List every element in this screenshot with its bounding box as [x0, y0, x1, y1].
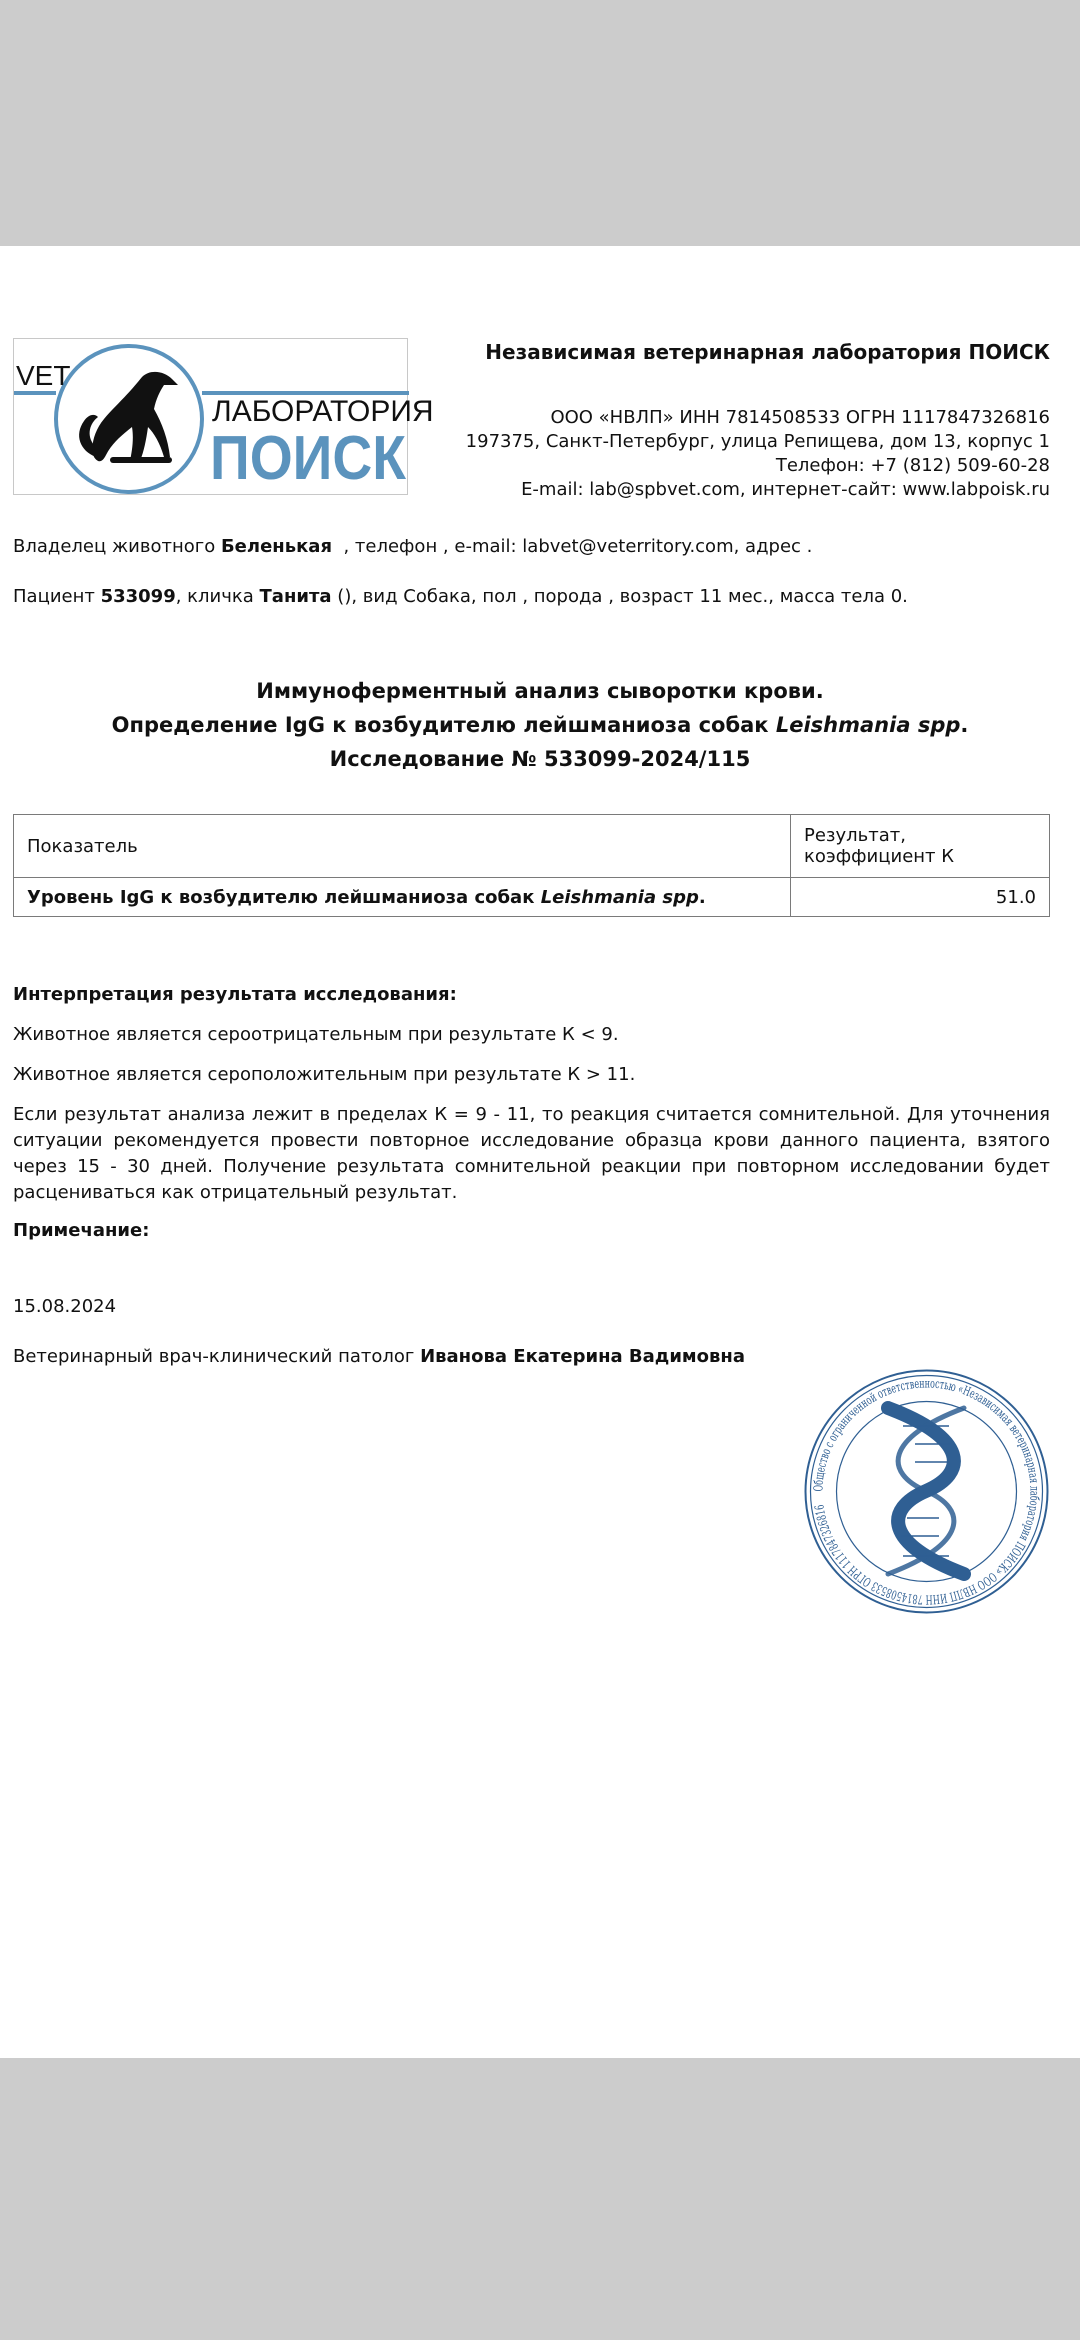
- logo-graphic: [14, 339, 434, 496]
- header-indicator: Показатель: [14, 815, 791, 878]
- title-line-3: Исследование № 533099-2024/115: [329, 747, 751, 771]
- stamp-text: Общество с ограниченной ответственностью «Независимая ветеринарная лаборатория ПОИСК» ООО НВЛП ИНН 7814508533 ОГРН 1117847326816: [810, 1375, 1043, 1608]
- interpretation-positive: Животное является сероположительным при результате К > 11.: [13, 1064, 636, 1085]
- dna-helix-icon: [888, 1408, 964, 1574]
- lab-address: 197375, Санкт-Петербург, улица Репищева, дом 13, корпус 1: [465, 431, 1050, 452]
- row-indicator: Уровень IgG к возбудителю лейшманиоза собак Leishmania spp.: [14, 878, 791, 917]
- report-date: 15.08.2024: [13, 1296, 117, 1317]
- report-title: [0, 674, 1080, 776]
- lab-contacts: E-mail: lab@spbvet.com, интернет-сайт: www.labpoisk.ru: [521, 479, 1050, 500]
- patient-name-label: , кличка: [175, 586, 260, 607]
- table-header-row: [14, 815, 1050, 878]
- patient-label: Пациент: [13, 586, 101, 607]
- lab-legal: ООО «НВЛП» ИНН 7814508533 ОГРН 1117847326816: [550, 407, 1050, 428]
- owner-name: Беленькая: [220, 536, 333, 557]
- interpretation-negative: Животное является сероотрицательным при результате К < 9.: [13, 1024, 619, 1045]
- owner-line: [13, 536, 812, 557]
- header-result: Результат, коэффициент К: [791, 815, 1050, 878]
- title-line-2: Определение IgG к возбудителю лейшманиоза собак Leishmania spp.: [111, 713, 969, 737]
- patient-id: 533099: [100, 586, 176, 607]
- title-line-1: Иммуноферментный анализ сыворотки крови.: [256, 679, 824, 703]
- owner-label: Владелец животного: [13, 536, 221, 557]
- dog-silhouette-icon: [79, 372, 178, 463]
- row-value: 51.0: [791, 878, 1050, 917]
- interpretation-heading: Интерпретация результата исследования:: [13, 984, 457, 1005]
- lab-logo: [13, 338, 434, 495]
- doctor-role: Ветеринарный врач-клинический патолог: [13, 1346, 421, 1367]
- table-row: [14, 878, 1050, 917]
- doctor-name: Иванова Екатерина Вадимовна: [420, 1346, 745, 1367]
- doctor-line: [13, 1346, 745, 1367]
- patient-name: Танита: [259, 586, 332, 607]
- owner-details: , телефон , e-mail: labvet@veterritory.com, адрес .: [332, 536, 813, 557]
- note-label: Примечание:: [13, 1220, 150, 1241]
- document-page: [0, 246, 1080, 2058]
- lab-info: [466, 406, 1050, 502]
- lab-stamp-seal: [803, 1368, 1050, 1615]
- logo-vet-text: VET: [16, 360, 71, 391]
- patient-line: [13, 586, 908, 607]
- interpretation-doubtful: Если результат анализа лежит в пределах К = 9 - 11, то реакция считается сомнительной. Для уточнения ситуации рекомендуется провести повторное исследование образца крови данного пациента, взятого через 15 - 30 дней. Получение результата сомнительной реакции при повторном исследовании будет расцениваться как отрицательный результат.: [13, 1104, 1050, 1203]
- results-table: [13, 814, 1050, 917]
- lab-name: Независимая ветеринарная лаборатория ПОИСК: [485, 340, 1050, 364]
- logo-poisk-text: ПОИСК: [210, 424, 407, 493]
- lab-phone: Телефон: +7 (812) 509-60-28: [775, 455, 1050, 476]
- patient-details: (), вид Собака, пол , порода , возраст 11 мес., масса тела 0.: [331, 586, 908, 607]
- logo-lab-text: ЛАБОРАТОРИЯ: [212, 395, 434, 428]
